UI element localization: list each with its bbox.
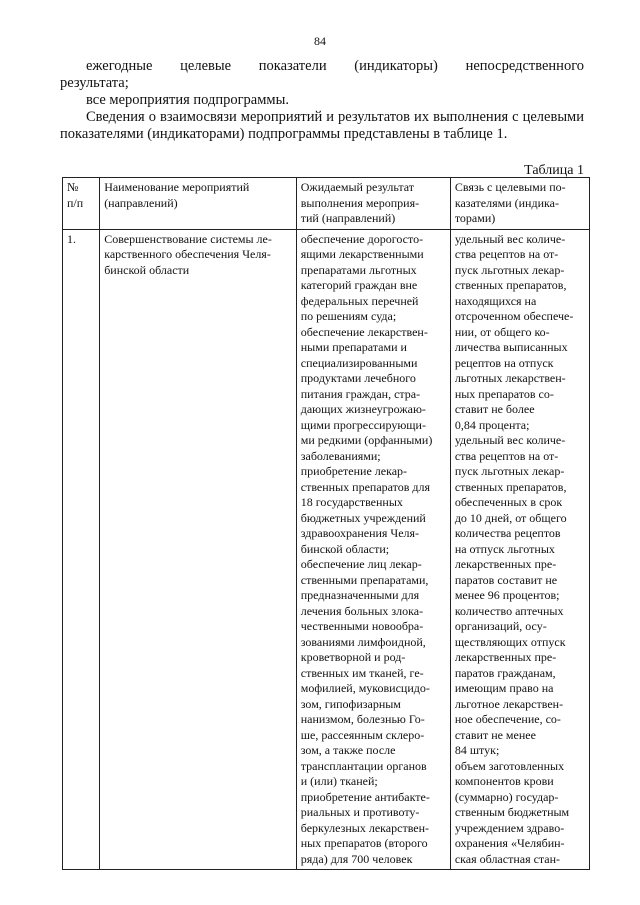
page-number: 84: [314, 34, 326, 48]
cell-measure-name: Совершенствование системы ле- карственного обеспечения Челя- бинской области: [100, 229, 297, 870]
header-number: № п/п: [63, 178, 100, 230]
header-expected-result: Ожидаемый результат выполнения мероприя- тий (направлений): [296, 178, 450, 230]
cell-number: 1.: [63, 229, 100, 870]
header-target-link: Связь с целевыми по- казателями (индика- торами): [450, 178, 589, 230]
table-row: [63, 229, 590, 870]
measures-table: [62, 177, 590, 870]
table-header-row: [63, 178, 590, 230]
cell-expected-result: обеспечение дорогосто- ящими лекарственными препаратами льготных категорий граждан вне федеральных перечней по решениям суда; обеспечение лекарствен- ными препаратами и специализированными продуктами лечебного питания граждан, стра- дающих жизнеугрожаю- щими прогрессирующи- ми редкими (орфанными) заболеваниями; приобретение лекар- ственных препаратов для 18 государственных бюджетных учреждений здравоохранения Челя- бинской области; обеспечение лиц лекар- ственными препаратами, предназначенными для лечения больных злока- чественными новообра- зованиями лимфоидной, кроветворной и род- ственных им тканей, ге- мофилией, муковисцидо- зом, гипофизарным нанизмом, болезнью Го- ше, рассеянным склеро- зом, а также после трансплантации органов и (или) тканей; приобретение антибакте- риальных и противоту- беркулезных лекарствен- ных препаратов (второго ряда) для 700 человек: [296, 229, 450, 870]
intro-line-2: результата;: [60, 75, 129, 91]
intro-word: непосредственного: [465, 58, 585, 74]
intro-word: (индикаторы): [354, 58, 438, 74]
intro-word: показатели: [258, 58, 327, 74]
header-measure-name: Наименование мероприятий (направлений): [100, 178, 297, 230]
table-label: Таблица 1: [524, 163, 584, 178]
intro-line-4: Сведения о взаимосвязи мероприятий и результатов их выполнения с целевыми показателями (индикаторами) подпрограммы представлены в таблице 1.: [60, 109, 584, 142]
intro-word: целевые: [180, 58, 232, 74]
intro-line-1: [86, 58, 584, 75]
cell-target-link: удельный вес количе- ства рецептов на от- пуск льготных лекар- ственных препаратов, находящихся на отсроченном обеспече- нии, от общего ко- личества выписанных рецептов на отпуск льготных лекарствен- ных препаратов со- ставит не более 0,84 процента; удельный вес количе- ства рецептов на от- пуск льготных лекар- ственных препаратов, обеспеченных в срок до 10 дней, от общего количества рецептов на отпуск льготных лекарственных пре- паратов составит не менее 96 процентов; количество аптечных организаций, осу- ществляющих отпуск лекарственных пре- паратов гражданам, имеющим право на льготное лекарствен- ное обеспечение, со- ставит не менее 84 штук; объем заготовленных компонентов крови (суммарно) государ- ственным бюджетным учреждением здраво- охранения «Челябин- ская областная стан-: [450, 229, 589, 870]
intro-line-3: все мероприятия подпрограммы.: [86, 92, 289, 108]
intro-word: ежегодные: [86, 58, 153, 74]
intro-paragraph: [60, 58, 585, 143]
